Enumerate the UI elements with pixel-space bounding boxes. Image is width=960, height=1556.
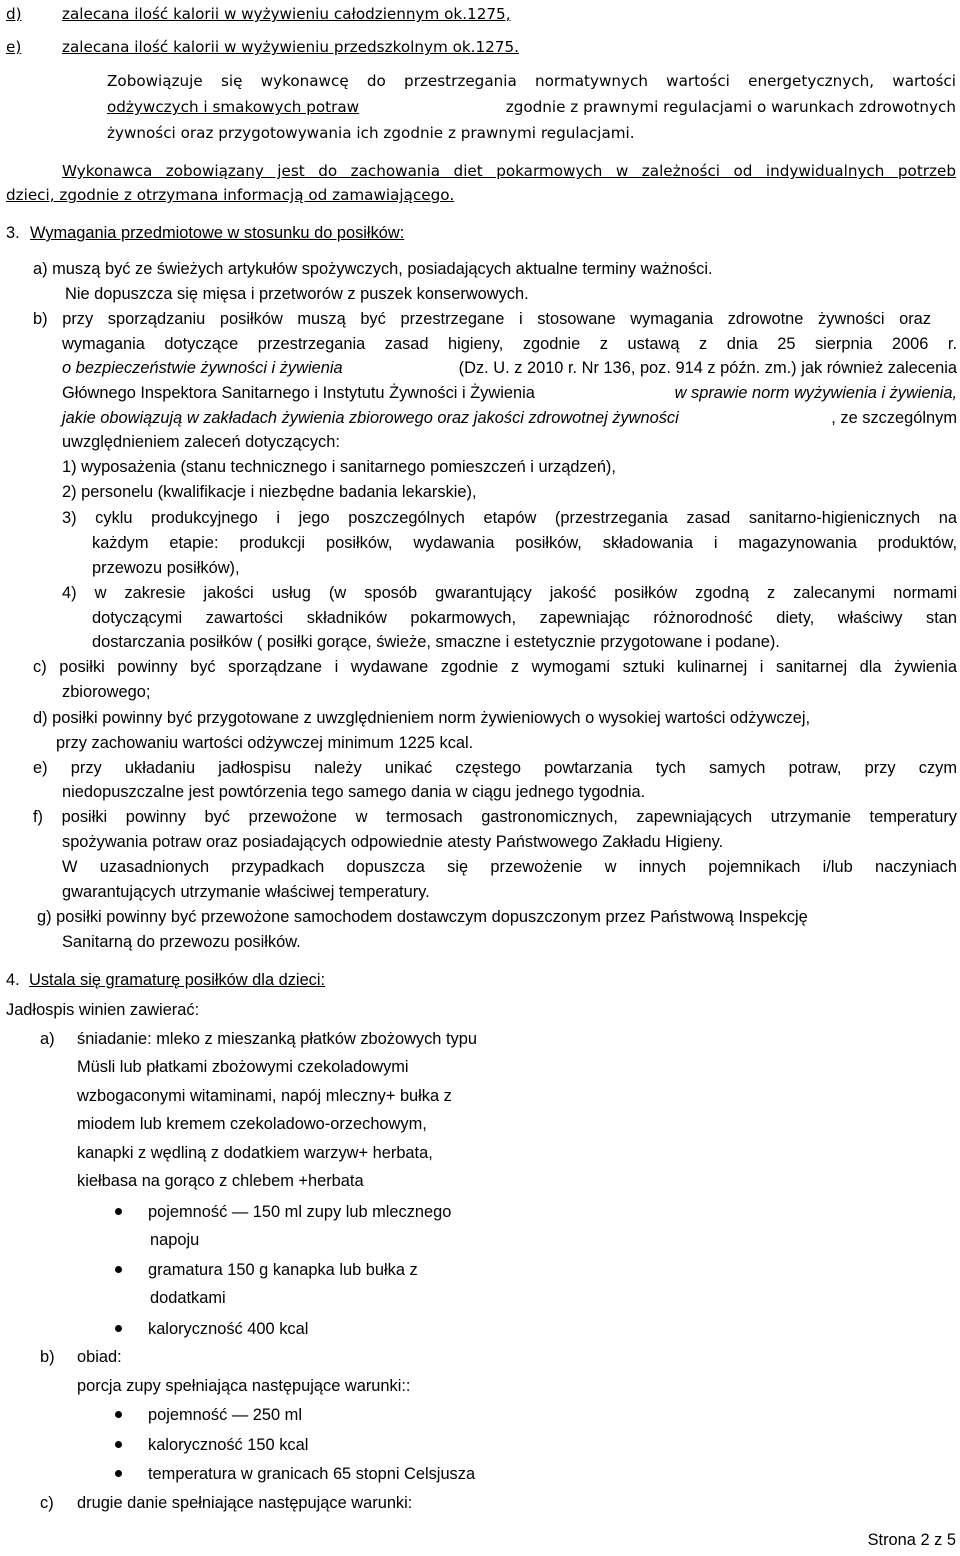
s3-e-line-2: niedopuszczalne jest powtórzenia tego samego dania w ciągu jednego tygodnia. (62, 783, 646, 801)
section-4-number: 4. (6, 971, 20, 989)
paragraph-2-line-1: Wykonawca zobowiązany jest do zachowania diet pokarmowych w zależności od indywidualnych potrzeb (62, 162, 956, 180)
s3-b-line-4: Głównego Inspektora Sanitarnego i Instytutu Żywności i Żywienia (62, 384, 535, 402)
s3-b-norms-title: w sprawie norm wyżywienia i żywienia, (674, 384, 957, 402)
s4-b-intro: porcja zupy spełniająca następujące warunki:: (77, 1377, 411, 1395)
item-d-text: zalecana ilość kalorii w wyżywieniu całodziennym ok.1275, (62, 5, 511, 23)
bullet-icon (115, 1411, 122, 1418)
page-number: Strona 2 z 5 (867, 1531, 956, 1549)
s3-f-line-2: spożywania potraw oraz posiadających odpowiednie atesty Państwowego Zakładu Higieny. (62, 833, 724, 851)
s3-f-line-4: gwarantujących utrzymanie właściwej temperatury. (62, 883, 430, 901)
s3-b-law-title: o bezpieczeństwie żywności i żywienia (62, 359, 343, 377)
s3-a-line-2: Nie dopuszcza się mięsa i przetworów z puszek konserwowych. (65, 285, 529, 303)
s4-a-bullet-1: pojemność — 150 ml zupy lub mlecznego (148, 1203, 452, 1221)
paragraph-1-underlined: odżywczych i smakowych potraw (107, 98, 360, 116)
bullet-icon (115, 1208, 122, 1215)
s4-b-bullet-2: kaloryczność 150 kcal (148, 1436, 309, 1454)
s3-a-line-1: a) muszą być ze świeżych artykułów spożywczych, posiadających aktualne terminy ważności. (33, 260, 713, 278)
s3-list-4-line-2: dotyczącymi zawartości składników pokarmowych, zapewniając różnorodność diety, właściwy stan (92, 609, 957, 627)
item-e-marker: e) (6, 38, 22, 56)
bullet-icon (115, 1470, 122, 1477)
s4-b-bullet-1: pojemność — 250 ml (148, 1406, 302, 1424)
section-3-number: 3. (6, 224, 20, 242)
s3-list-2: 2) personelu (kwalifikacje i niezbędne badania lekarskie), (62, 483, 477, 501)
s3-list-1: 1) wyposażenia (stanu technicznego i sanitarnego pomieszczeń i urządzeń), (62, 458, 616, 476)
s4-a-line-6: kiełbasa na gorąco z chlebem +herbata (77, 1172, 364, 1190)
s3-list-4-line-1: 4) w zakresie jakości usług (w sposób gwarantujący jakość posiłków zgodną z zalecanymi normami (62, 584, 957, 602)
section-3-heading: Wymagania przedmiotowe w stosunku do posiłków: (30, 224, 405, 242)
s3-b-line-2: wymagania dotyczące przestrzegania zasad higieny, zgodnie z ustawą z dnia 25 sierpnia 2006 r. (62, 335, 957, 353)
s4-b-bullet-3: temperatura w granicach 65 stopni Celsjusza (148, 1465, 476, 1483)
paragraph-1-line-3: żywności oraz przygotowywania ich zgodnie z prawnymi regulacjami. (107, 124, 635, 142)
s3-b-line-6: uwzględnieniem zaleceń dotyczących: (62, 433, 340, 451)
s3-c-line-1: c) posiłki powinny być sporządzane i wydawane zgodnie z wymogami sztuki kulinarnej i sanitarnej dla żywienia (33, 658, 957, 676)
s3-b-line-3: (Dz. U. z 2010 r. Nr 136, poz. 914 z późn. zm.) jak również zalecenia (458, 359, 957, 377)
s4-a-line-2: Müsli lub płatkami zbożowymi czekoladowymi (77, 1058, 409, 1076)
s4-b-marker: b) (40, 1348, 55, 1366)
s4-b-label: obiad: (77, 1348, 122, 1366)
item-e-text: zalecana ilość kalorii w wyżywieniu przedszkolnym ok.1275. (62, 38, 519, 56)
s3-b-line-5: , ze szczególnym (831, 409, 957, 427)
s4-a-bullet-2: gramatura 150 g kanapka lub bułka z (148, 1261, 418, 1279)
s4-a-line-5: kanapki z wędliną z dodatkiem warzyw+ herbata, (77, 1144, 433, 1162)
s4-a-line-3: wzbogaconymi witaminami, napój mleczny+ bułka z (77, 1087, 452, 1105)
s3-f-line-3: W uzasadnionych przypadkach dopuszcza się przewożenie w innych pojemnikach i/lub naczyniach (62, 858, 957, 876)
s4-intro: Jadłospis winien zawierać: (6, 1001, 200, 1019)
s4-c-marker: c) (40, 1494, 54, 1512)
s3-e-line-1: e) przy układaniu jadłospisu należy unikać częstego powtarzania tych samych potraw, przy czym (33, 759, 957, 777)
s4-a-line-1: śniadanie: mleko z mieszanką płatków zbożowych typu (77, 1030, 477, 1048)
s4-a-bullet-3: kaloryczność 400 kcal (148, 1320, 309, 1338)
bullet-icon (115, 1266, 122, 1273)
s3-list-3-line-2: każdym etapie: produkcji posiłków, wydawania posiłków, składowania i magazynowania produktów, (92, 534, 957, 552)
s4-a-bullet-1-cont: napoju (150, 1231, 200, 1249)
item-d-marker: d) (6, 5, 22, 23)
s3-list-3-line-3: przewozu posiłków), (92, 559, 240, 577)
s3-b-line-5-italic: jakie obowiązują w zakładach żywienia zbiorowego oraz jakości zdrowotnej żywności (62, 409, 679, 427)
section-4-heading: Ustala się gramaturę posiłków dla dzieci: (29, 971, 326, 989)
s3-d-line-1: d) posiłki powinny być przygotowane z uwzględnieniem norm żywieniowych o wysokiej wartości odżywczej, (33, 709, 811, 727)
s3-list-4-line-3: dostarczania posiłków ( posiłki gorące, świeże, smaczne i estetycznie przygotowane i podane). (92, 633, 780, 651)
paragraph-1-line-2: zgodnie z prawnymi regulacjami o warunkach zdrowotnych (505, 98, 956, 116)
paragraph-1-line-1: Zobowiązuje się wykonawcę do przestrzegania normatywnych wartości energetycznych, wartości (107, 72, 956, 90)
paragraph-2-line-2: dzieci, zgodnie z otrzymana informacją od zamawiającego. (6, 186, 455, 204)
s4-a-line-4: miodem lub kremem czekoladowo-orzechowym, (77, 1115, 427, 1133)
s3-d-line-2: przy zachowaniu wartości odżywczej minimum 1225 kcal. (56, 734, 474, 752)
bullet-icon (115, 1441, 122, 1448)
s3-g-line-2: Sanitarną do przewozu posiłków. (62, 933, 301, 951)
bullet-icon (115, 1325, 122, 1332)
s4-c-text: drugie danie spełniające następujące warunki: (77, 1494, 413, 1512)
s3-f-line-1: f) posiłki powinny być przewożone w termosach gastronomicznych, zapewniających utrzymanie temperatury (33, 808, 957, 826)
s3-g-line-1: g) posiłki powinny być przewożone samochodem dostawczym dopuszczonym przez Państwową Inspekcję (37, 908, 808, 926)
s4-a-bullet-2-cont: dodatkami (150, 1289, 226, 1307)
s4-a-marker: a) (40, 1030, 55, 1048)
s3-list-3-line-1: 3) cyklu produkcyjnego i jego poszczególnych etapów (przestrzegania zasad sanitarno-higienicznych na (62, 509, 957, 527)
s3-c-line-2: zbiorowego; (62, 683, 151, 701)
s3-b-line-1: b) przy sporządzaniu posiłków muszą być przestrzegane i stosowane wymagania zdrowotne żywności oraz (33, 310, 931, 328)
